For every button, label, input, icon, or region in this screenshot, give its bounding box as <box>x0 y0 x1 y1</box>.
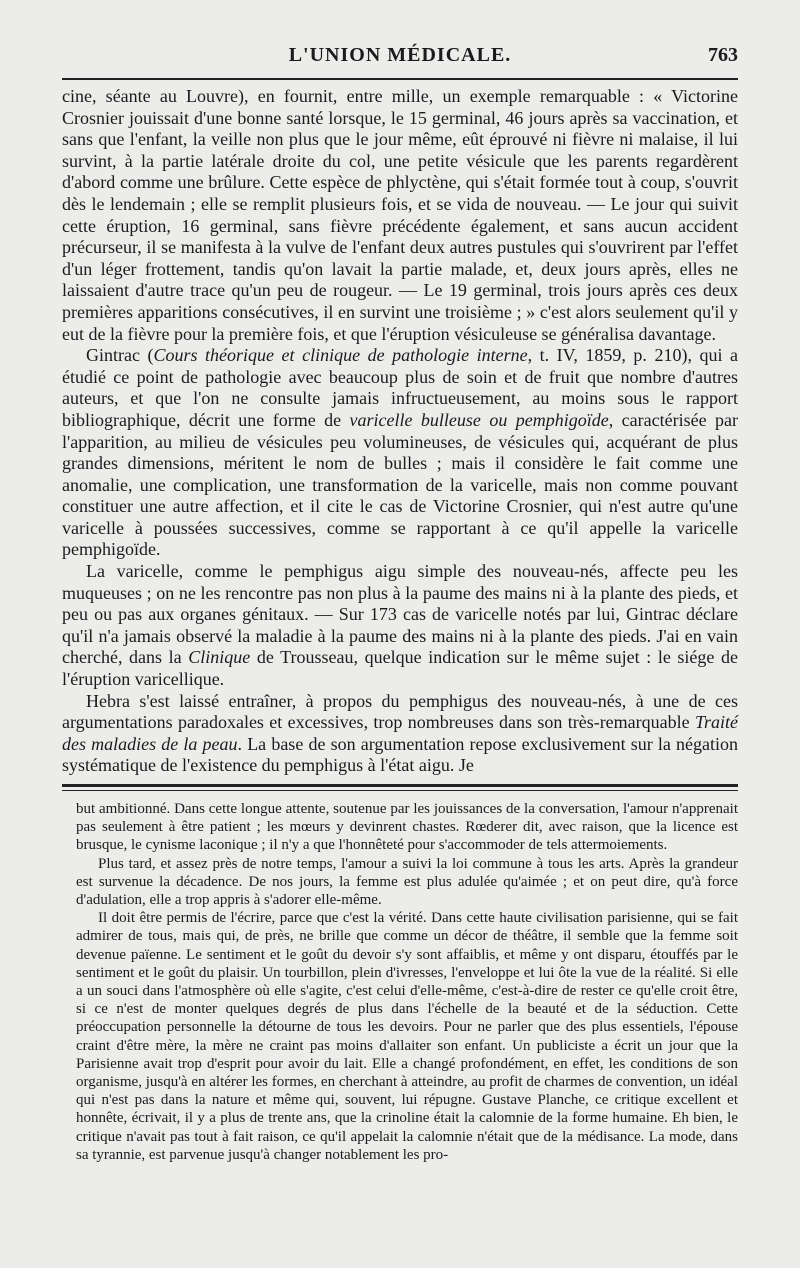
p4-text-b: . La base de son argumentation repose exclusivement sur la négation systématique de l'existence du pemphigus à l'état aigu. Je <box>62 733 739 776</box>
feuilleton-rule-thin <box>62 790 738 791</box>
p4-text-a: Hebra s'est laissé entraîner, à propos du pemphigus des nouveau-nés, à une de ces argumentations paradoxales et excessives, trop nombreuses dans son très-remarquable <box>62 690 738 733</box>
paragraph-2 <box>62 345 738 561</box>
running-head <box>62 44 738 72</box>
main-text <box>62 86 738 777</box>
header-rule <box>62 78 738 80</box>
feuilleton-rule-thick <box>62 784 738 787</box>
p3-book-title: Clinique <box>188 647 251 668</box>
paragraph-3 <box>62 561 738 691</box>
journal-title: L'UNION MÉDICALE. <box>288 44 512 66</box>
feuilleton-paragraph-1: but ambitionné. Dans cette longue attente, soutenue par les jouissances de la conversation, l'amour n'apprenait pas seulement à être patient ; les mœurs y devinrent chastes. Rœderer dit, avec raison, que la licence est brusque, le cynisme laconique ; il n'y a que l'honnêteté pour s'accommoder de tels attermoiements. <box>76 801 738 854</box>
p4-book-title: Traité des maladies de la peau <box>62 712 738 754</box>
p2-text-b: , t. IV, 1859, p. 210), qui a étudié ce point de pathologie avec beaucoup plus de soin et de fruit que nombre d'autres auteurs, et que l'on ne consulte jamais infructueusement, au moins sous le rapport bibliographique, décrit une forme de <box>62 345 738 430</box>
feuilleton-paragraph-2: Plus tard, et assez près de notre temps, l'amour a suivi la loi commune à tous les arts. Après la grandeur est survenue la décadence. De nos jours, la femme est plus adulée qu'aimée ; et on peut dire, qu'à force d'adulation, elle a trop appris à s'adorer elle-même. <box>76 855 738 909</box>
p3-text-a: La varicelle, comme le pemphigus aigu simple des nouveau-nés, affecte peu les muqueuses ; on ne les rencontre pas non plus à la paume des mains ni à la plante des pieds, et peu ou pas aux organes génitaux. — Sur 173 cas de varicelle notés par lui, Gintrac déclare qu'il n'a jamais observé la maladie à la paume des mains ni à la plante des pieds. J'ai en vain cherché, dans la <box>62 561 738 668</box>
feuilleton-text <box>76 800 738 1164</box>
p2-text-c: , caractérisée par l'apparition, au milieu de vésicules peu volumineuses, de vésicules qui, acquérant de plus grandes dimensions, méritent le nom de bulles ; mais il considère le fait comme une anomalie, une complication, une transformation de la varicelle, mais non comme pouvant constituer une autre affection, et il cite le cas de Victorine Crosnier, qui n'est autre qu'une varicelle à poussées successives, comme se rapportant à ce qu'il appelle la varicelle pemphigoïde. <box>62 409 738 560</box>
page-number: 763 <box>708 44 738 66</box>
p2-text-a: Gintrac ( <box>86 345 154 366</box>
paragraph-1: cine, séante au Louvre), en fournit, entre mille, un exemple remarquable : « Victorine Crosnier jouissait d'une bonne santé lorsque, le 15 germinal, 46 jours après sa vaccination, et sans que l'enfant, la veille non plus que le jour même, eût éprouvé ni fièvre ni malaise, il lui survint, à la partie latérale droite du col, une petite vésicule que les parents regardèrent d'abord comme une brûlure. Cette espèce de phlyctène, qui s'était formée tout à coup, s'ouvrit dès le lendemain ; elle se remplit plusieurs fois, et se vida de nouveau. — Le jour qui suivit cette éruption, 16 germinal, sans fièvre précédente également, et sans aucun accident précurseur, il se manifesta à la vulve de l'enfant deux autres pustules qui s'ouvrirent par l'effet d'un léger frottement, tandis qu'on lavait la partie malade, et, deux jours après, elles ne laissaient d'autre trace qu'un peu de rougeur. — Le 19 germinal, trois jours après ces deux premières apparitions consécutives, il en survint une troisième ; » c'est alors seulement qu'il y eut de la fièvre pour la première fois, et que l'éruption vésiculeuse se généralisa davantage. <box>62 86 738 344</box>
p2-book-title: Cours théorique et clinique de pathologie interne <box>153 345 528 366</box>
paragraph-4 <box>62 691 738 777</box>
p3-text-b: de Trousseau, quelque indication sur le même sujet : le siége de l'éruption varicellique. <box>62 647 739 690</box>
p2-term: varicelle bulleuse ou pemphigoïde <box>349 409 609 430</box>
feuilleton-paragraph-3: Il doit être permis de l'écrire, parce que c'est la vérité. Dans cette haute civilisation parisienne, qui se fait admirer de tous, mais qui, de près, ne brille que comme un décor de théâtre, il semble que la femme soit devenue païenne. Le sentiment et le goût du devoir s'y sont affaiblis, et même y ont disparu, étouffés par le sentiment et le goût du plaisir. Un tourbillon, plein d'ivresses, l'enveloppe et lui ôte la vue de la réalité. Si elle a un souci dans l'atmosphère où elle s'agite, c'est celui d'elle-même, c'est-à-dire de rester ce qu'elle croit être, si ce n'est de monter quelques degrés de plus dans l'échelle de la beauté et de la séduction. Cette préoccupation personnelle la détourne de tous les devoirs. Pour ne parler que des plus essentiels, l'épouse craint d'être mère, la mère ne craint pas moins d'allaiter son enfant. Un publiciste a écrit un jour que la Parisienne avait trop d'esprit pour avoir du lait. Elle a changé profondément, en effet, les conditions de son organisme, jusqu'à en altérer les formes, en cherchant à atteindre, au profit de charmes de convention, un idéal qui n'est pas dans la nature et même qui, souvent, lui répugne. Gustave Planche, ce critique excellent et honnête, écrivait, il y a plus de trente ans, que la crinoline était la calomnie de la forme humaine. Eh bien, le critique n'avait pas tout à fait raison, ce qu'il appelait la calomnie n'était que de la médisance. La mode, dans sa tyrannie, est parvenue jusqu'à changer notablement les pro- <box>76 910 738 1163</box>
